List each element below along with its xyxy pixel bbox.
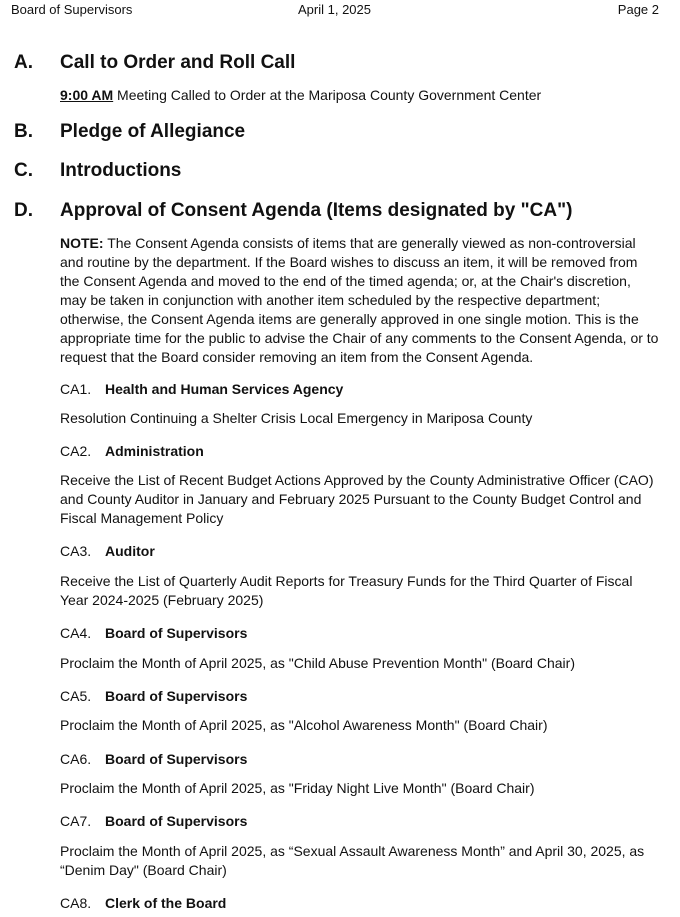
consent-item-description: Proclaim the Month of April 2025, as "Alcohol Awareness Month" (Board Chair) [60,717,548,733]
consent-item-department: Board of Supervisors [105,813,248,829]
consent-item-heading [60,750,247,769]
consent-item-department: Auditor [105,543,155,559]
consent-item-heading [60,812,247,831]
consent-item-heading [60,442,204,461]
consent-item-description: Proclaim the Month of April 2025, as "Friday Night Live Month" (Board Chair) [60,780,535,796]
consent-item-number: CA4. [60,625,92,641]
consent-item-number: CA8. [60,895,92,911]
consent-item-description: Receive the List of Recent Budget Actions Approved by the County Administrative Officer (CAO) and County Auditor in January and February 2025 Pursuant to the County Budget Control and Fiscal Management Policy [60,472,654,526]
consent-item-heading [60,624,247,643]
header-page-number: Page 2 [617,2,659,17]
section-letter: B. [14,121,33,142]
section-title: Approval of Consent Agenda (Items designated by "CA") [60,200,573,221]
consent-agenda-note [60,234,660,367]
consent-item-heading [60,380,343,399]
consent-item-heading [60,687,247,706]
consent-item-description: Receive the List of Quarterly Audit Reports for Treasury Funds for the Third Quarter of Fiscal Year 2024-2025 (February 2025) [60,573,633,608]
consent-item-number: CA3. [60,543,92,559]
consent-item-description: Proclaim the Month of April 2025, as “Sexual Assault Awareness Month” and April 30, 2025, as “Denim Day" (Board Chair) [60,843,645,878]
consent-item-number: CA7. [60,813,92,829]
consent-item-department: Administration [105,443,204,459]
consent-item-department: Clerk of the Board [105,895,227,911]
consent-item-description: Resolution Continuing a Shelter Crisis Local Emergency in Mariposa County [60,410,533,426]
meeting-start-time: 9:00 AM [60,87,114,103]
header-board-name: Board of Supervisors [11,2,133,17]
section-title: Pledge of Allegiance [60,121,246,142]
consent-item-heading [60,894,226,913]
consent-item-department: Board of Supervisors [105,751,248,767]
section-letter: D. [14,200,33,221]
section-title: Introductions [60,160,182,181]
note-label: NOTE: [60,235,104,251]
call-to-order-text: Meeting Called to Order at the Mariposa County Government Center [113,87,542,103]
consent-item-department: Board of Supervisors [105,688,248,704]
consent-item-department: Health and Human Services Agency [105,381,344,397]
consent-item-heading [60,542,155,561]
consent-item-number: CA2. [60,443,92,459]
call-to-order-line [60,86,541,105]
consent-item-department: Board of Supervisors [105,625,248,641]
consent-item-description: Proclaim the Month of April 2025, as "Child Abuse Prevention Month" (Board Chair) [60,655,575,671]
section-letter: C. [14,160,33,181]
consent-item-number: CA1. [60,381,92,397]
section-letter: A. [14,52,33,73]
note-text: The Consent Agenda consists of items that are generally viewed as non-controversial and routine by the department. If the Board wishes to discuss an item, it will be removed from the Consent Agenda and moved to the end of the timed agenda; or, at the Chair's discretion, may be taken in conjunction with another item scheduled by the respective department; otherwise, the Consent Agenda items are generally approved in one single motion. This is the appropriate time for the public to advise the Chair of any comments to the Consent Agenda, or to request that the Board consider removing an item from the Consent Agenda. [60,235,659,365]
consent-item-number: CA5. [60,688,92,704]
consent-item-number: CA6. [60,751,92,767]
header-meeting-date: April 1, 2025 [298,2,371,17]
section-title: Call to Order and Roll Call [60,52,296,73]
